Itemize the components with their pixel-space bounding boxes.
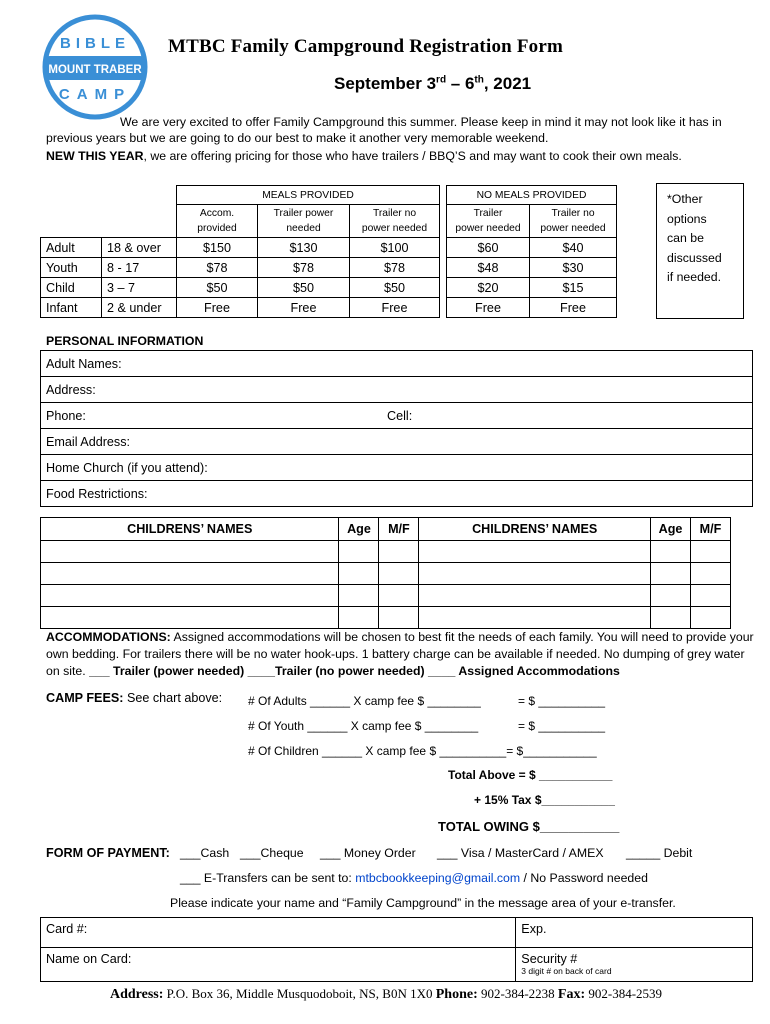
price-cell: $78 (258, 258, 350, 278)
fee-youth-total[interactable]: = $ __________ (518, 719, 606, 733)
children-names-header-2: CHILDRENS’ NAMES (419, 518, 651, 541)
col-nmtp-line2: power needed (455, 223, 521, 234)
pricing-table (40, 185, 617, 318)
price-cell: Free (447, 298, 530, 318)
price-cell: $78 (177, 258, 258, 278)
row-category: Infant (41, 298, 102, 318)
child-name-cell[interactable] (419, 563, 651, 585)
other-line: *Other (667, 192, 703, 206)
child-name-cell[interactable] (419, 585, 651, 607)
phone-field[interactable] (41, 403, 753, 429)
other-options-box (656, 183, 744, 319)
card-security-field[interactable] (516, 948, 753, 982)
intro-new-this-year (46, 148, 746, 164)
phone-label: Phone: (46, 408, 86, 423)
accommodations-options[interactable]: ___ Trailer (power needed) ____Trailer (no power needed) ____ Assigned Accommodations (89, 664, 620, 678)
food-restrictions-field[interactable] (41, 481, 753, 507)
page-title: MTBC Family Campground Registration Form (168, 36, 564, 57)
col-nmtnp-line1: Trailer no (551, 208, 595, 219)
price-cell: $130 (258, 238, 350, 258)
date-end: , 2021 (483, 74, 532, 93)
price-cell: $40 (530, 238, 617, 258)
card-info-table (40, 917, 753, 982)
price-cell: $30 (530, 258, 617, 278)
pay-visa-option[interactable]: ___ Visa / MasterCard / AMEX (437, 846, 604, 860)
fee-children[interactable]: # Of Children ______ X camp fee $ __________= $___________ (248, 744, 597, 758)
camp-fees-see: See chart above: (123, 691, 223, 705)
col-tp-line2: needed (286, 223, 321, 234)
fee-tax[interactable]: + 15% Tax $___________ (474, 793, 615, 807)
new-this-year-text: , we are offering pricing for those who have trailers / BBQ’S and may want to cook their own meals. (143, 149, 682, 163)
date-mid: – 6 (446, 74, 475, 93)
pay-money-order-option[interactable]: ___ Money Order (320, 846, 416, 860)
price-cell: $48 (447, 258, 530, 278)
card-security-note: 3 digit # on back of card (521, 966, 612, 976)
col-nm-trailer-nopower (530, 205, 617, 238)
row-age: 2 & under (102, 298, 177, 318)
row-category: Child (41, 278, 102, 298)
child-age-cell[interactable] (651, 607, 691, 629)
child-mf-cell[interactable] (690, 563, 730, 585)
age-header: Age (339, 518, 379, 541)
fee-adults[interactable]: # Of Adults ______ X camp fee $ ________ (248, 694, 481, 708)
price-cell: Free (258, 298, 350, 318)
no-meals-provided-header: NO MEALS PROVIDED (447, 186, 617, 205)
row-age: 3 – 7 (102, 278, 177, 298)
intro-line-1: We are very excited to offer Family Campground this summer. Please keep in mind it may not look like it has in previous years but we are going to do our best to make it another very memorable weekend. (46, 115, 722, 145)
col-accom-line1: Accom. (199, 208, 235, 219)
table-row (41, 585, 731, 607)
child-age-cell[interactable] (339, 607, 379, 629)
col-tnp-line1: Trailer no (372, 208, 417, 219)
date-main: September 3 (334, 74, 437, 93)
accommodations-label: ACCOMMODATIONS: (46, 630, 171, 644)
fee-youth[interactable]: # Of Youth ______ X camp fee $ ________ (248, 719, 479, 733)
price-cell: Free (350, 298, 440, 318)
food-label: Food Restrictions: (46, 486, 148, 501)
price-row-infant (41, 298, 617, 318)
child-mf-cell[interactable] (379, 607, 419, 629)
new-this-year-label: NEW THIS YEAR (46, 149, 144, 163)
table-row (41, 563, 731, 585)
footer-address: P.O. Box 36, Middle Musquodoboit, NS, B0N 1X0 (163, 986, 436, 1001)
col-trailer-nopower (350, 205, 440, 238)
col-nmtp-line1: Trailer (473, 208, 503, 219)
footer-contact (110, 986, 662, 1003)
child-name-cell[interactable] (41, 563, 339, 585)
col-tp-line1: Trailer power (273, 208, 334, 219)
row-category: Adult (41, 238, 102, 258)
event-date (334, 74, 531, 94)
age-header-2: Age (651, 518, 691, 541)
child-age-cell[interactable] (651, 563, 691, 585)
pay-cheque-option[interactable]: ___Cheque (240, 846, 304, 860)
logo-text-bottom: CAMP (58, 86, 132, 103)
child-mf-cell[interactable] (379, 541, 419, 563)
col-tnp-line2: power needed (361, 223, 428, 234)
no-password-text: / No Password needed (520, 871, 648, 885)
other-line: can be (667, 231, 704, 245)
col-trailer-power (258, 205, 350, 238)
other-line: options (667, 211, 707, 226)
col-nm-trailer-power (447, 205, 530, 238)
child-mf-cell[interactable] (379, 585, 419, 607)
address-label: Address: (46, 382, 96, 397)
price-cell: $50 (177, 278, 258, 298)
footer-phone: 902-384-2238 (477, 986, 558, 1001)
fee-adults-total[interactable]: = $ __________ (518, 694, 606, 708)
price-row-adult (41, 238, 617, 258)
child-age-cell[interactable] (339, 541, 379, 563)
children-names-header: CHILDRENS’ NAMES (41, 518, 339, 541)
child-mf-cell[interactable] (690, 607, 730, 629)
price-cell: $100 (350, 238, 440, 258)
footer-phone-label: Phone: (435, 987, 478, 1002)
child-mf-cell[interactable] (690, 585, 730, 607)
card-number-field[interactable] (41, 918, 516, 948)
child-name-cell[interactable] (41, 607, 339, 629)
date-sup-2: th (474, 74, 484, 86)
cell-label: Cell: (387, 408, 413, 423)
church-label: Home Church (if you attend): (46, 460, 208, 475)
meals-provided-header: MEALS PROVIDED (177, 186, 440, 205)
camp-fees-heading (46, 691, 222, 705)
mf-header-2: M/F (690, 518, 730, 541)
church-field[interactable] (41, 455, 753, 481)
email-field[interactable] (41, 429, 753, 455)
price-cell: $150 (177, 238, 258, 258)
price-cell: $50 (350, 278, 440, 298)
child-name-cell[interactable] (41, 541, 339, 563)
child-age-cell[interactable] (651, 585, 691, 607)
children-table (40, 517, 731, 629)
child-name-cell[interactable] (419, 607, 651, 629)
adult-names-label: Adult Names: (46, 356, 122, 371)
child-age-cell[interactable] (339, 563, 379, 585)
logo-text-top: BIBLE (60, 35, 130, 52)
col-accom-line2: provided (197, 223, 237, 234)
other-line: if needed. (667, 270, 722, 284)
price-row-child (41, 278, 617, 298)
table-row (41, 607, 731, 629)
other-line: discussed (667, 250, 722, 265)
row-category: Youth (41, 258, 102, 278)
etransfer-note: Please indicate your name and “Family Campground” in the message area of your e-transfer. (170, 896, 676, 910)
card-exp-field[interactable] (516, 918, 753, 948)
child-name-cell[interactable] (419, 541, 651, 563)
table-row (41, 541, 731, 563)
col-accom-provided (177, 205, 258, 238)
card-exp-label: Exp. (521, 922, 547, 936)
price-row-youth (41, 258, 617, 278)
bookkeeping-email-link[interactable]: mtbcbookkeeping@gmail.com (355, 871, 521, 885)
etransfer-line (180, 871, 648, 885)
child-mf-cell[interactable] (379, 563, 419, 585)
price-cell: $15 (530, 278, 617, 298)
card-name-field[interactable] (41, 948, 516, 982)
logo-text-middle: MOUNT TRABER (48, 64, 142, 76)
footer-address-label: Address: (110, 987, 164, 1002)
child-age-cell[interactable] (339, 585, 379, 607)
price-cell: Free (177, 298, 258, 318)
payment-label: FORM OF PAYMENT: (46, 846, 170, 860)
date-sup-1: rd (436, 74, 447, 86)
child-mf-cell[interactable] (690, 541, 730, 563)
personal-info-table (40, 350, 753, 507)
child-age-cell[interactable] (651, 541, 691, 563)
card-security-label: Security # (521, 952, 578, 966)
price-cell: $60 (447, 238, 530, 258)
pay-debit-option[interactable]: _____ Debit (626, 846, 693, 860)
camp-logo (40, 12, 150, 122)
mf-header: M/F (379, 518, 419, 541)
price-cell: $20 (447, 278, 530, 298)
price-cell: Free (530, 298, 617, 318)
row-age: 8 - 17 (102, 258, 177, 278)
camp-fees-label: CAMP FEES: (46, 691, 124, 705)
accommodations-text: Assigned accommodations will be chosen to best fit the needs of each family. You will need to provide your own bedding. For trailers there will be no water hook-ups. 1 battery charge can be available if needed. No dumping of grey water on site. (46, 630, 754, 678)
fee-total-owing[interactable]: TOTAL OWING $___________ (438, 819, 620, 834)
intro-paragraph (46, 114, 746, 146)
col-nmtnp-line2: power needed (540, 223, 606, 234)
etransfer-option[interactable]: ___ E-Transfers can be sent to: (180, 871, 356, 885)
footer-fax: 902-384-2539 (585, 986, 663, 1001)
child-name-cell[interactable] (41, 585, 339, 607)
fee-total-above[interactable]: Total Above = $ ___________ (448, 768, 613, 782)
adult-names-field[interactable] (41, 351, 753, 377)
card-name-label: Name on Card: (46, 952, 132, 966)
accommodations-paragraph (46, 629, 756, 680)
personal-info-title: PERSONAL INFORMATION (46, 334, 204, 348)
row-age: 18 & over (102, 238, 177, 258)
footer-fax-label: Fax: (557, 987, 586, 1002)
price-cell: $78 (350, 258, 440, 278)
email-label: Email Address: (46, 434, 130, 449)
address-field[interactable] (41, 377, 753, 403)
price-cell: $50 (258, 278, 350, 298)
card-number-label: Card #: (46, 922, 88, 936)
pay-cash-option[interactable]: ___Cash (180, 846, 230, 860)
